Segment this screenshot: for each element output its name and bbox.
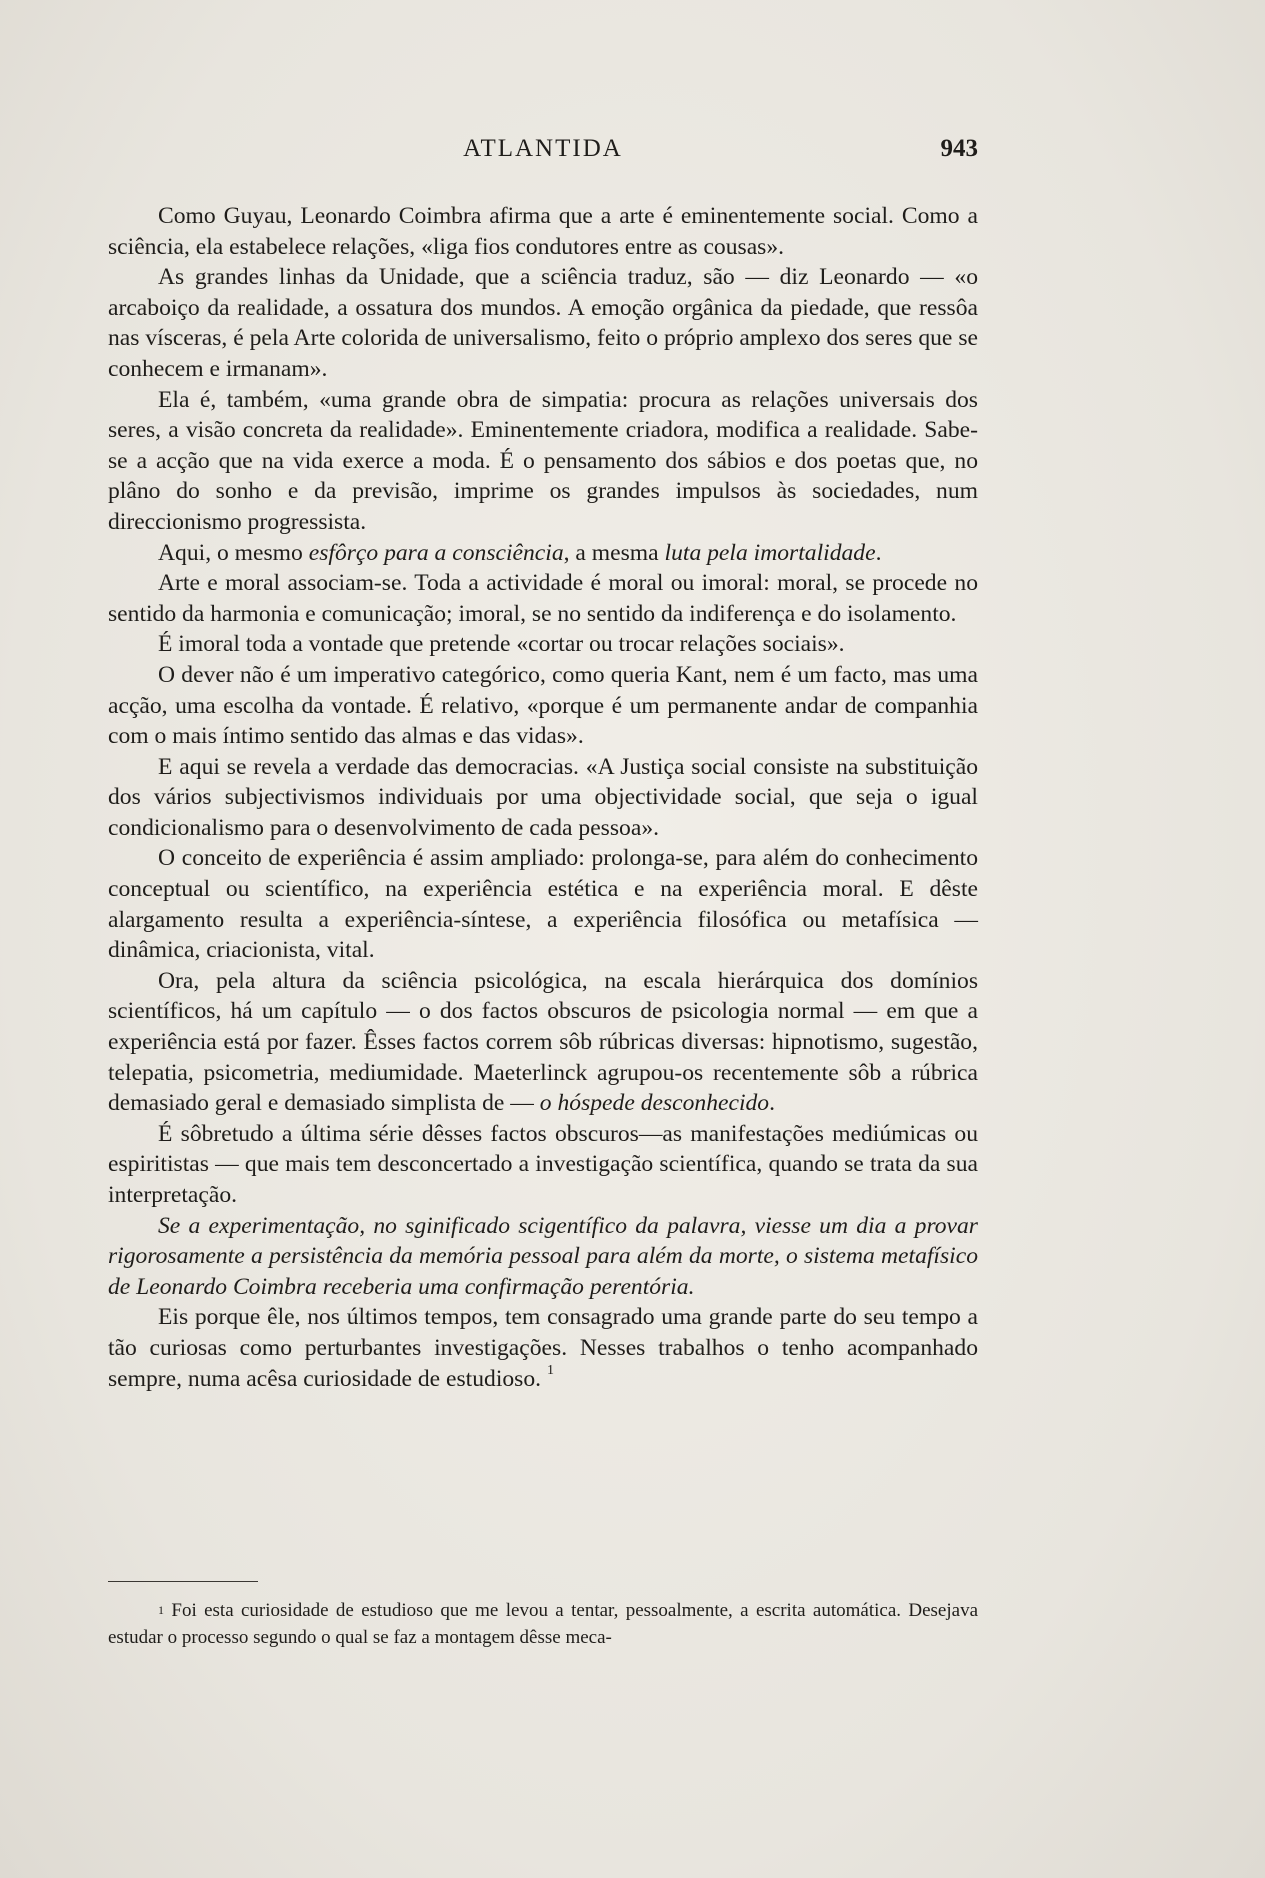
text-run: Aqui, o mesmo	[158, 539, 309, 566]
text-run: Ora, pela altura da sciência psicológica, na escala hierárquica dos domínios scientíficos, há um capítulo — o dos factos obscuros de psicologia normal — em que a experiência está por fazer. Êsses factos correm sôb rúbricas diversas: hipnotismo, sugestão, telepatia, psicometria, mediumidade. Maeterlinck agrupou-os recentemente sôb a rúbrica demasiado geral e demasiado simplista de —	[108, 967, 978, 1117]
paragraph: O dever não é um imperativo categórico, como queria Kant, nem é um facto, mas uma acção, uma escolha da vontade. É relativo, «porque é um permanente andar de companhia com o mais íntimo sentido das almas e das vidas».	[108, 661, 978, 750]
paragraph: É sôbretudo a última série dêsses factos obscuros—as manifestações mediúmicas ou espiritistas — que mais tem desconcertado a investigação scientífica, quando se trata da sua interpretação.	[108, 1120, 978, 1208]
text-run: , a mesma	[563, 539, 665, 566]
paragraph: É imoral toda a vontade que pretende «cortar ou trocar relações sociais».	[158, 631, 845, 658]
footnote-reference[interactable]: 1	[546, 1362, 554, 1378]
page-number: 943	[940, 135, 978, 162]
text-run: .	[875, 539, 882, 566]
paragraph: Como Guyau, Leonardo Coimbra afirma que a arte é eminentemente social. Como a sciência, ela estabelece relações, «liga fios condutores entre as cousas».	[108, 203, 978, 260]
running-head	[108, 135, 978, 171]
footnote-divider	[108, 1581, 258, 1582]
running-title: ATLANTIDA	[463, 135, 623, 162]
paragraph: E aqui se revela a verdade das democracias. «A Justiça social consiste na substituição dos vários subjectivismos individuais por uma objectividade social, que seja o igual condicionalismo para o desenvolvimento de cada pessoa».	[108, 753, 978, 841]
text-run: Eis porque êle, nos últimos tempos, tem consagrado uma grande parte do seu tempo a tão curiosas como perturbantes investigações. Nesses trabalhos o tenho acompanhado sempre, numa acêsa curiosidade de estudioso.	[108, 1304, 978, 1392]
italic-paragraph: Se a experimentação, no sginificado scigentífico da palavra, viesse um dia a provar rigorosamente a persistência da memória pessoal para além da morte, o sistema metafísico de Leonardo Coimbra receberia uma confirmação perentória.	[108, 1212, 978, 1300]
footnote-marker: 1	[158, 1603, 164, 1617]
paragraph	[108, 1302, 978, 1394]
body-text	[108, 201, 978, 1394]
paragraph: O conceito de experiência é assim ampliado: prolonga-se, para além do conhecimento conceptual ou scientífico, na experiência estética e na experiência moral. E dêste alargamento resulta a experiência-síntese, a experiência filosófica ou metafísica — dinâmica, criacionista, vital.	[108, 845, 978, 964]
footnote	[108, 1597, 978, 1651]
paragraph: As grandes linhas da Unidade, que a sciência traduz, são — diz Leonardo — «o arcaboiço da realidade, a ossatura dos mundos. A emoção orgânica da piedade, que ressôa nas vísceras, é pela Arte colorida de universalismo, feito o próprio amplexo dos seres que se conhecem e irmanam».	[108, 264, 978, 382]
paragraph: Ela é, também, «uma grande obra de simpatia: procura as relações universais dos seres, a visão concreta da realidade». Eminentemente criadora, modifica a realidade. Sabe-se a acção que na vida exerce a moda. É o pensamento dos sábios e dos poetas que, no plâno do sonho e da previsão, imprime os grandes impulsos às sociedades, num direccionismo progressista.	[108, 386, 978, 535]
italic-phrase: esfôrço para a consciência	[308, 539, 564, 566]
italic-phrase: o hóspede desconhecido	[539, 1090, 770, 1117]
text-run: .	[769, 1090, 776, 1117]
paragraph: Arte e moral associam-se. Toda a actividade é moral ou imoral: moral, se procede no sentido da harmonia e comunicação; imoral, se no sentido da indiferença e do isolamento.	[108, 570, 978, 627]
footnote-text: Foi esta curiosidade de estudioso que me levou a tentar, pessoalmente, a escrita automática. Desejava estudar o processo segundo o qual se faz a montagem dêsse meca-	[108, 1600, 978, 1648]
italic-phrase: luta pela imortalidade	[664, 539, 876, 566]
paragraph	[108, 538, 978, 569]
paragraph	[108, 966, 978, 1119]
